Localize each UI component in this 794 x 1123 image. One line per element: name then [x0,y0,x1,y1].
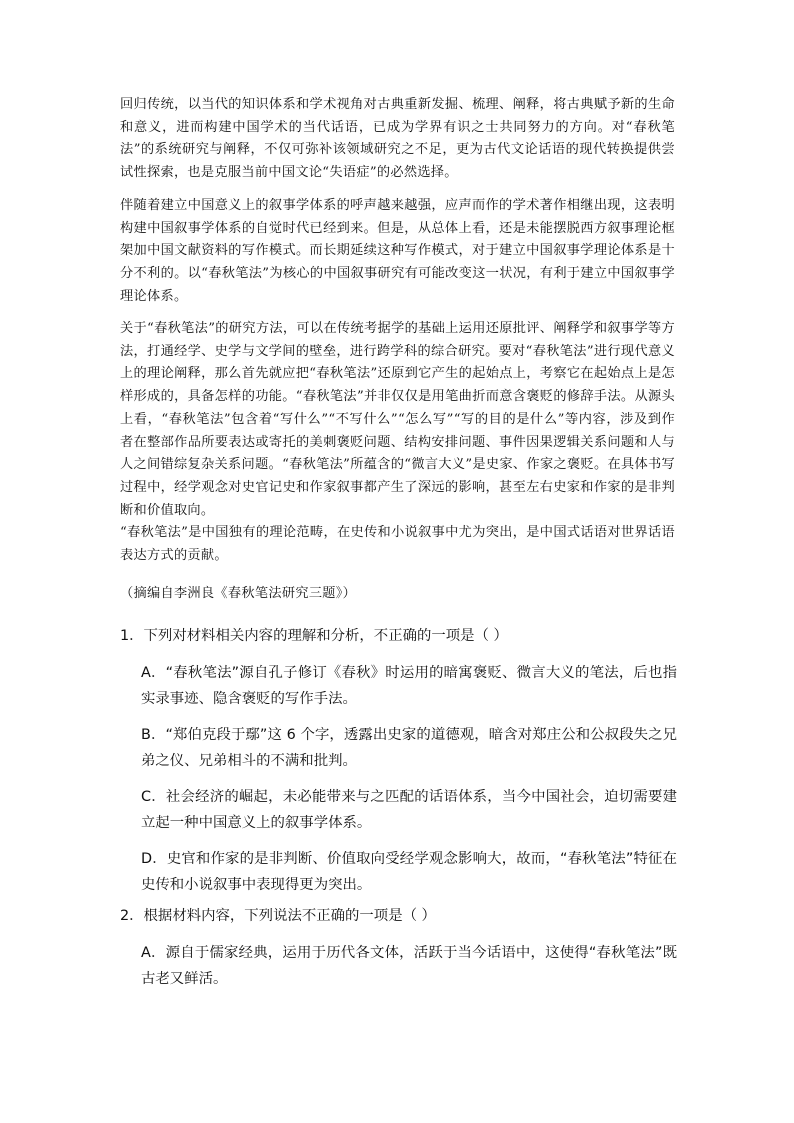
passage-source: （摘编自李洲良《春秋笔法研究三题》） [120,586,357,601]
question-1-option-b: B．“郑伯克段于鄢”这 6 个字，透露出史家的道德观，暗含对郑庄公和公叔段失之兄弟之仪、兄弟相斗的不满和批判。 [141,727,677,769]
question-2-stem: 2．根据材料内容，下列说法不正确的一项是（ ） [120,908,436,924]
question-2-option-a: A．源自于儒家经典，运用于历代各文体，活跃于当今话语中，这使得“春秋笔法”既古老又鲜活。 [141,945,677,987]
question-1-option-d: D．史官和作家的是非判断、价值取向受经学观念影响大，故而，“春秋笔法”特征在史传和小说叙事中表现得更为突出。 [141,851,677,893]
passage-paragraph-3: 关于“春秋笔法”的研究方法，可以在传统考据学的基础上运用还原批评、阐释学和叙事学等方法，打通经学、史学与文学间的壁垒，进行跨学科的综合研究。要对“春秋笔法”进行现代意义上的理论阐释，那么首先就应把“春秋笔法”还原到它产生的起始点上，考察它在起始点上是怎样形成的，具备怎样的功能。“春秋笔法”并非仅仅是用笔曲折而意含褒贬的修辞手法。从源头上看，“春秋笔法”包含着“写什么”“不写什么”“怎么写”“写的目的是什么”等内容，涉及到作者在整部作品所要表达或寄托的美刺褒贬问题、结构安排问题、事件因果逻辑关系问题和人与人之间错综复杂关系问题。“春秋笔法”所蕴含的“微言大义”是史家、作家之褒贬。在具体书写过程中，经学观念对史官记史和作家叙事都产生了深远的影响，甚至左右史家和作家的是非判断和价值取向。 [120,321,675,518]
passage-paragraph-1: 回归传统，以当代的知识体系和学术视角对古典重新发掘、梳理、阐释，将古典赋予新的生命和意义，进而构建中国学术的当代话语，已成为学界有识之士共同努力的方向。对“春秋笔法”的系统研究与阐释，不仅可弥补该领域研究之不足，更为古代文论话语的现代转换提供尝试性探索，也是克服当前中国文论“失语症”的必然选择。 [120,97,675,181]
question-1-option-c: C．社会经济的崛起，未必能带来与之匹配的话语体系，当今中国社会，迫切需要建立起一种中国意义上的叙事学体系。 [141,789,677,831]
passage-paragraph-2: 伴随着建立中国意义上的叙事学体系的呼声越来越强，应声而作的学术著作相继出现，这表明构建中国叙事学体系的自觉时代已经到来。但是，从总体上看，还是未能摆脱西方叙事理论框架加中国文献资料的写作模式。而长期延续这种写作模式，对于建立中国叙事学理论体系是十分不利的。以“春秋笔法”为核心的中国叙事研究有可能改变这一状况，有利于建立中国叙事学理论体系。 [120,198,675,304]
question-1-stem: 1．下列对材料相关内容的理解和分析，不正确的一项是（ ） [120,628,508,644]
question-1-option-a: A．“春秋笔法”源自孔子修订《春秋》时运用的暗寓褒贬、微言大义的笔法，后也指实录事迹、隐含褒贬的写作手法。 [141,665,677,707]
passage-paragraph-4: “春秋笔法”是中国独有的理论范畴，在史传和小说叙事中尤为突出，是中国式话语对世界话语表达方式的贡献。 [120,525,675,563]
